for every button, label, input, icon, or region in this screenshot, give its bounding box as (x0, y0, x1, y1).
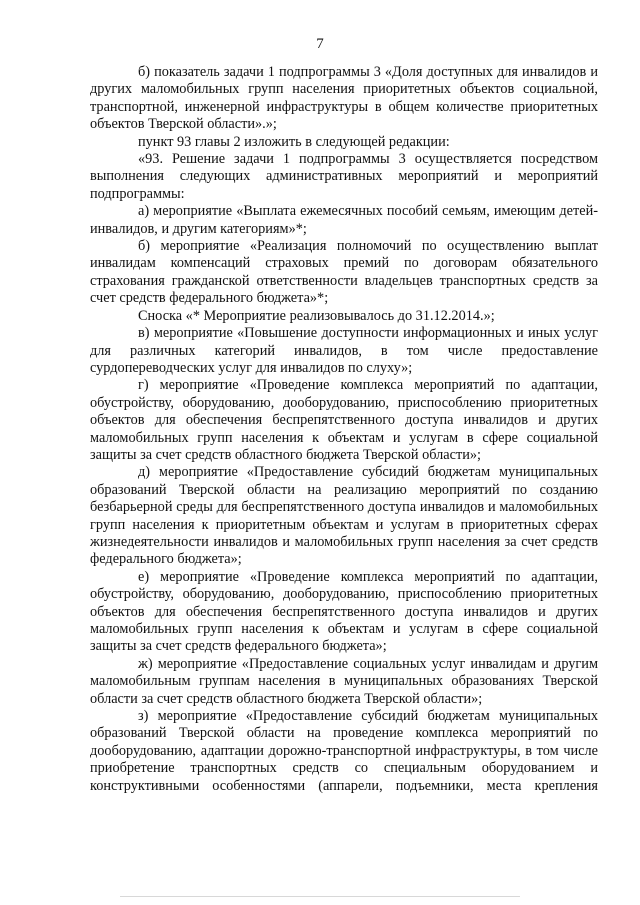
page-bottom-divider (120, 896, 520, 897)
page-number: 7 (316, 36, 324, 52)
paragraph-measure-a: а) мероприятие «Выплата ежемесячных пособий семьям, имеющим детей-инвалидов, и другим категориям»*; (90, 203, 598, 237)
paragraph-measure-e: е) мероприятие «Проведение комплекса мероприятий по адаптации, обустройству, оборудованию, дооборудованию, приспособлению приоритетных объектов для обеспечения беспрепятственного доступа инвалидов и других маломобильных групп населения к объектам и услугам в сфере социальной защиты за счет средств федерального бюджета»; (90, 568, 598, 655)
paragraph-point-93-text: «93. Решение задачи 1 подпрограммы 3 осуществляется посредством выполнения следующих административных мероприятий и мероприятий подпрограммы: (90, 151, 598, 202)
paragraph-measure-z: з) мероприятие «Предоставление субсидий бюджетам муниципальных образований Тверской области на проведение комплекса мероприятий по дооборудованию, адаптации дорожно-транспортной инфраструктуры, в том числе приобретение транспортных средств со специальным оборудованием и конструктивными особенностями (аппарели, подъемники, места крепления (90, 708, 598, 794)
paragraph-measure-zh: ж) мероприятие «Предоставление социальных услуг инвалидам и другим маломобильным группам населения в муниципальных образованиях Тверской области за счет средств областного бюджета Тверской области»; (90, 655, 598, 707)
paragraph-measure-v: в) мероприятие «Повышение доступности информационных и иных услуг для различных категорий инвалидов, в том числе предоставление сурдопереводческих услуг для инвалидов по слуху»; (90, 325, 598, 376)
paragraph-footnote: Сноска «* Мероприятие реализовывалось до 31.12.2014.»; (138, 307, 495, 324)
paragraph-indicator-b: б) показатель задачи 1 подпрограммы 3 «Доля доступных для инвалидов и других маломобильных групп населения приоритетных объектов социальной, транспортной, инженерной инфраструктуры в общем количестве приоритетных объектов Тверской области».»; (90, 64, 598, 133)
paragraph-measure-g: г) мероприятие «Проведение комплекса мероприятий по адаптации, обустройству, оборудованию, дооборудованию, приспособлению приоритетных объектов для обеспечения беспрепятственного доступа инвалидов и других маломобильных групп населения к объектам и услугам в сфере социальной защиты за счет средств областного бюджета Тверской области»; (90, 377, 598, 463)
document-body (90, 64, 598, 795)
paragraph-point-93-instruction: пункт 93 главы 2 изложить в следующей редакции: (138, 133, 450, 150)
paragraph-measure-b: б) мероприятие «Реализация полномочий по осуществлению выплат инвалидам компенсаций страховых премий по договорам обязательного страхования гражданской ответственности владельцев транспортных средств за счет средств федерального бюджета»*; (90, 238, 598, 307)
paragraph-measure-d: д) мероприятие «Предоставление субсидий бюджетам муниципальных образований Тверской области на реализацию мероприятий по созданию безбарьерной среды для беспрепятственного доступа инвалидов и маломобильных групп населения к приоритетным объектам и услугам в приоритетных сферах жизнедеятельности инвалидов и маломобильных групп населения за счет средств федерального бюджета»; (90, 464, 598, 568)
